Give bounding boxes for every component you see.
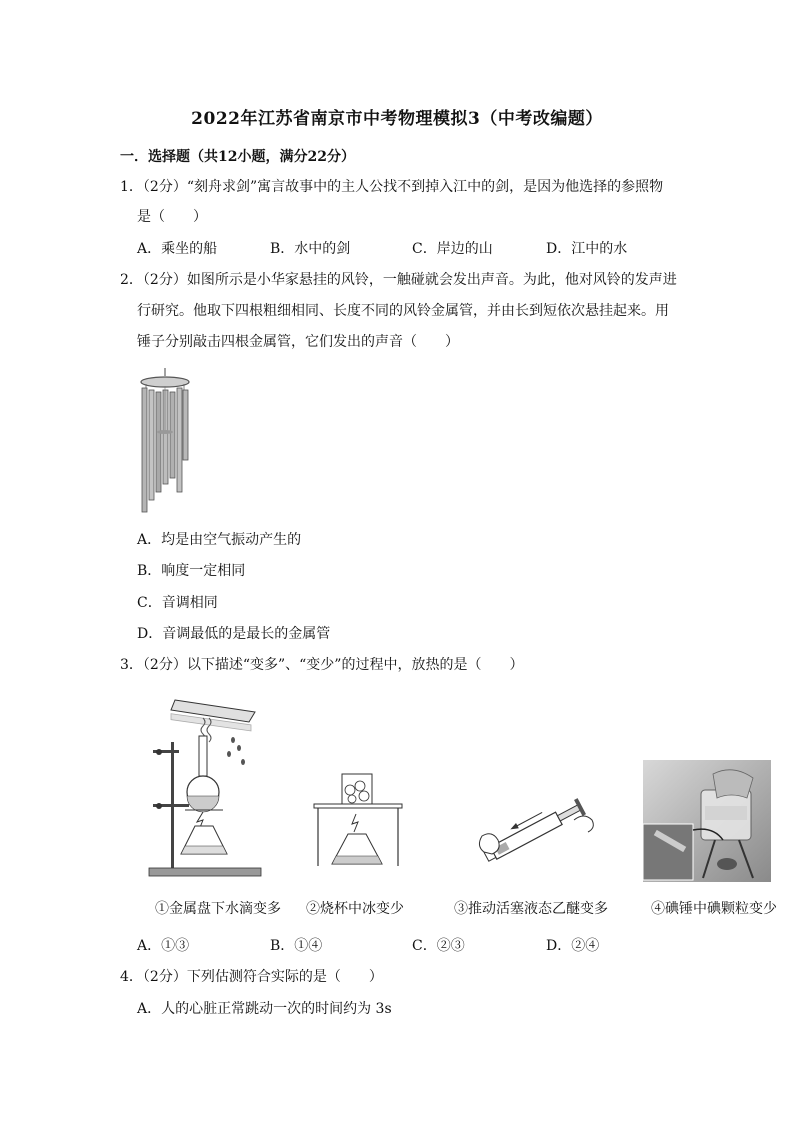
question-1-stem-cont: 是（ ）: [137, 209, 207, 225]
figure-4-caption: ④碘锤中碘颗粒变少: [651, 901, 777, 917]
q2-option-a: A．均是由空气振动产生的: [137, 532, 302, 548]
ice-beaker-figure: [312, 770, 408, 882]
q3-option-b: B．①④: [270, 938, 323, 954]
q4-option-a: A．人的心脏正常跳动一次的时间约为 3s: [137, 1001, 392, 1017]
iodine-tube-photo: [643, 760, 771, 882]
q1-option-d: D．江中的水: [546, 241, 628, 257]
q2-option-c: C．音调相同: [137, 595, 218, 611]
question-2-stem-cont2: 锤子分别敲击四根金属管，它们发出的声音（ ）: [137, 334, 459, 350]
q1-option-c: C．岸边的山: [412, 241, 493, 257]
wind-chime-figure: [138, 366, 194, 516]
question-3-stem: 3．（2分）以下描述“变多”、“变少”的过程中，放热的是（ ）: [120, 657, 524, 673]
page-title: 2022年江苏省南京市中考物理模拟3（中考改编题）: [191, 109, 603, 129]
syringe-figure: [470, 796, 600, 866]
q2-option-b: B．响度一定相同: [137, 563, 246, 579]
q3-option-a: A．①③: [137, 938, 190, 954]
q3-option-d: D．②④: [546, 938, 600, 954]
q3-option-c: C．②③: [412, 938, 465, 954]
q1-option-a: A．乘坐的船: [137, 241, 218, 257]
figure-3-caption: ③推动活塞液态乙醚变多: [454, 901, 608, 917]
figure-2-caption: ②烧杯中冰变少: [306, 901, 404, 917]
question-4-stem: 4．（2分）下列估测符合实际的是（ ）: [120, 969, 383, 985]
figure-1-caption: ①金属盘下水滴变多: [155, 901, 281, 917]
q1-option-b: B．水中的剑: [270, 241, 351, 257]
question-2-stem: 2．（2分）如图所示是小华家悬挂的风铃，一触碰就会发出声音。为此，他对风铃的发声进: [120, 272, 677, 288]
q2-option-d: D．音调最低的是最长的金属管: [137, 626, 331, 642]
question-1-stem: 1．（2分）“刻舟求剑”寓言故事中的主人公找不到掉入江中的剑，是因为他选择的参照物: [120, 179, 664, 195]
section-heading: 一．选择题（共12小题，满分22分）: [120, 149, 355, 165]
metal-plate-apparatus-figure: [145, 696, 265, 882]
question-2-stem-cont1: 行研究。他取下四根粗细相同、长度不同的风铃金属管，并由长到短依次悬挂起来。用: [137, 303, 669, 319]
